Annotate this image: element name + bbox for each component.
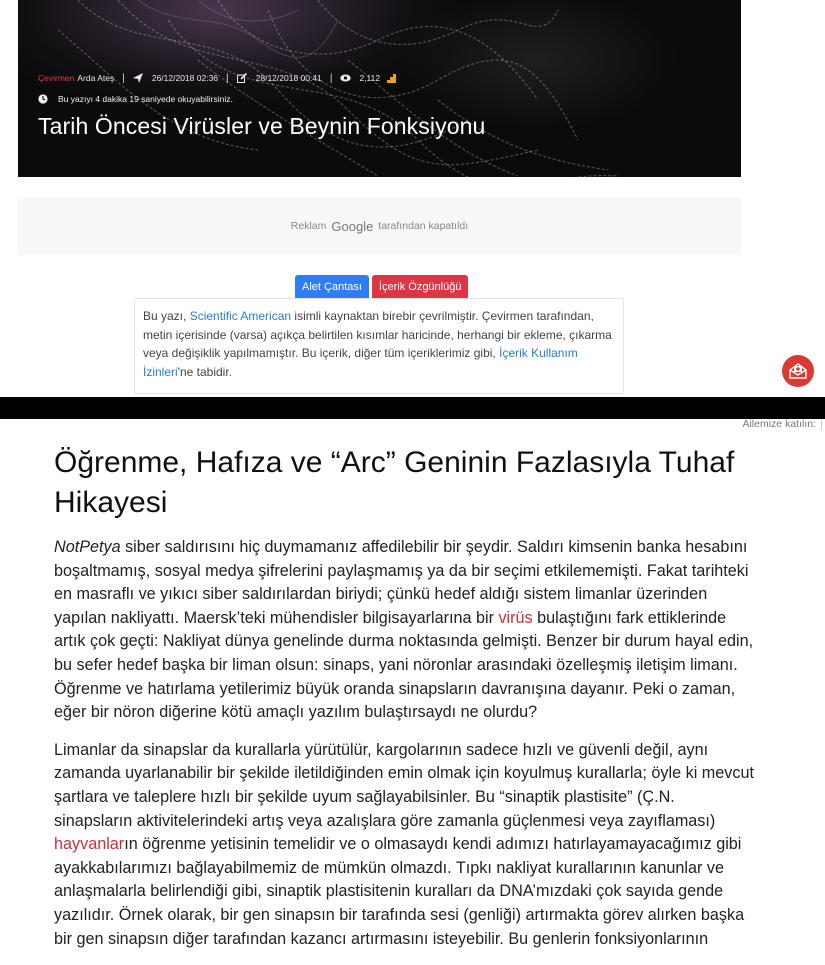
- translator-label: Çevirmen: [38, 73, 75, 83]
- paragraph-text: ın öğrenme yetisinin temelidir ve o olmasaydı kendi adımızı hatırlayamayacağımız gibi ayakkabılarımızı bağlayabilmemiz de mümkün olmazdı. Tıpkı nakliyat kurallarının kanunlar ve anlaşmalarla belirlendiği gibi, sinaptik plastisitenin kuralları da DNA’mızdaki çok sayıda gende yazılıdır. Örnek olarak, bir gen sinapsın bir tarafında sesi (genliği) artırmakta görev alırken başka bir gen sinapsın diğer tarafından kazancı artırmasını isteyebilir. Bu genlerin fonksiyonlarının: [54, 835, 745, 948]
- italic-term: NotPetya: [54, 538, 121, 556]
- divider: |: [226, 72, 229, 84]
- virus-link[interactable]: virüs: [498, 608, 533, 627]
- source-link[interactable]: Scientific American: [189, 309, 292, 323]
- notice-text: Bu yazı,: [143, 309, 190, 323]
- article-title: Öğrenme, Hafıza ve “Arc” Geninin Fazlasıyla Tuhaf Hikayesi: [54, 446, 735, 519]
- eye-icon: [340, 73, 351, 84]
- paragraph-text: Limanlar da sinapslar da kurallarla yürütülür, kargolarının sadece hızlı ve güvenli değil, aynı zamanda uyarlanabilir bir şekilde iletildiğinden emin olmak için koyulmuş kurallarla; öyle ki mevcut şartlara ve taleplere hızlı bir şekilde uyum sağlayabilsinler. Bu “sinaptik plastisite” (Ç.N. sinapsların aktivitelerindeki artış veya azalışlara göre zamanla güçlenmesi veya zayıflaması): [54, 740, 754, 830]
- bar-chart-icon: [386, 73, 397, 84]
- view-count: 2,112: [359, 73, 381, 83]
- envelope-plus-icon: [789, 363, 807, 379]
- neuron-background-image: [18, 0, 741, 177]
- article-meta: [38, 71, 405, 85]
- reading-time-text: Bu yazıyı 4 dakika 19 saniyede okuyabilirsiniz.: [58, 94, 233, 104]
- paragraph: [54, 739, 754, 951]
- updated-date: 28/12/2018 00:41: [255, 73, 322, 83]
- tab-toolbox[interactable]: Alet Çantası: [295, 275, 369, 298]
- join-family-label: Ailemize katılın:: [742, 418, 816, 430]
- usage-permissions-link[interactable]: İçerik Kullanım İzinleri: [143, 346, 578, 379]
- paragraph: [54, 536, 754, 725]
- notice-text: 'ne tabidir.: [177, 364, 233, 379]
- tab-content-originality[interactable]: İçerik Özgünlüğü: [372, 275, 469, 298]
- divider: |: [122, 72, 125, 84]
- published-date: 26/12/2018 02:36: [151, 73, 219, 83]
- hero-title: Tarih Öncesi Virüsler ve Beynin Fonksiyonu: [38, 113, 486, 139]
- animals-link[interactable]: hayvanlar: [54, 835, 125, 854]
- hero-banner: [18, 0, 741, 177]
- originality-notice: [134, 298, 624, 394]
- clock-icon: [38, 94, 48, 104]
- ad-prefix: Reklam: [290, 220, 327, 232]
- article-body: [54, 536, 754, 965]
- ad-suffix: tarafından kapatıldı: [378, 220, 469, 232]
- ad-closed-placeholder: [18, 197, 741, 255]
- newsletter-button[interactable]: [782, 355, 814, 387]
- paragraph-text: siber saldırısını hiç duymamanız affedilebilir bir şeydir. Saldırı kimsenin banka hesabını boşaltmamış, sosyal medya şifrelerini paylaşmamış ya da bir seçimi etkilememişti. Fakat tarihteki en masraflı ve yıkıcı siber saldırılardan biriydi; çünkü hedef aldığı sistem limanlar üzerinden yapılan nakliyattı. Maersk’teki mühendisler bilgisayarlarına bir: [54, 538, 749, 627]
- notice-text: isimli kaynaktan birebir çevrilmiştir. Çevirmen tarafından, metin içerisinde (varsa) açıkça belirtilen kısımlar haricinde, herhangi bir ekleme, çıkarma veya değişiklik yapılmamıştır. Bu içerik, diğer tüm içeriklerimiz gibi,: [143, 309, 612, 360]
- google-logo-text: Google: [331, 218, 374, 234]
- paper-plane-icon: [133, 73, 144, 84]
- edit-icon: [237, 73, 248, 84]
- divider: |: [329, 72, 333, 84]
- translator-name[interactable]: Arda Ateş: [77, 73, 115, 83]
- paragraph-text: bulaştığını fark ettiklerinde artık çok geçti: Nakliyat dünya genelinde durma noktasında gelmişti. Benzer bir durum hayal edin, bu sefer hedef başka bir liman olsun: sinaps, yani nöronlar arasındaki özelleşmiş iletişim limanı. Öğrenme ve hatırlama yetilerimiz büyük oranda sinapsların davranışına dayanır. Peki o zaman, eğer bir nöron diğerine kötü amaçlı yazılım bulaştırsaydı ne olurdu?: [54, 608, 754, 722]
- sticky-header-bar: [0, 397, 825, 419]
- reading-time: [38, 94, 233, 104]
- info-tabs: [295, 275, 468, 298]
